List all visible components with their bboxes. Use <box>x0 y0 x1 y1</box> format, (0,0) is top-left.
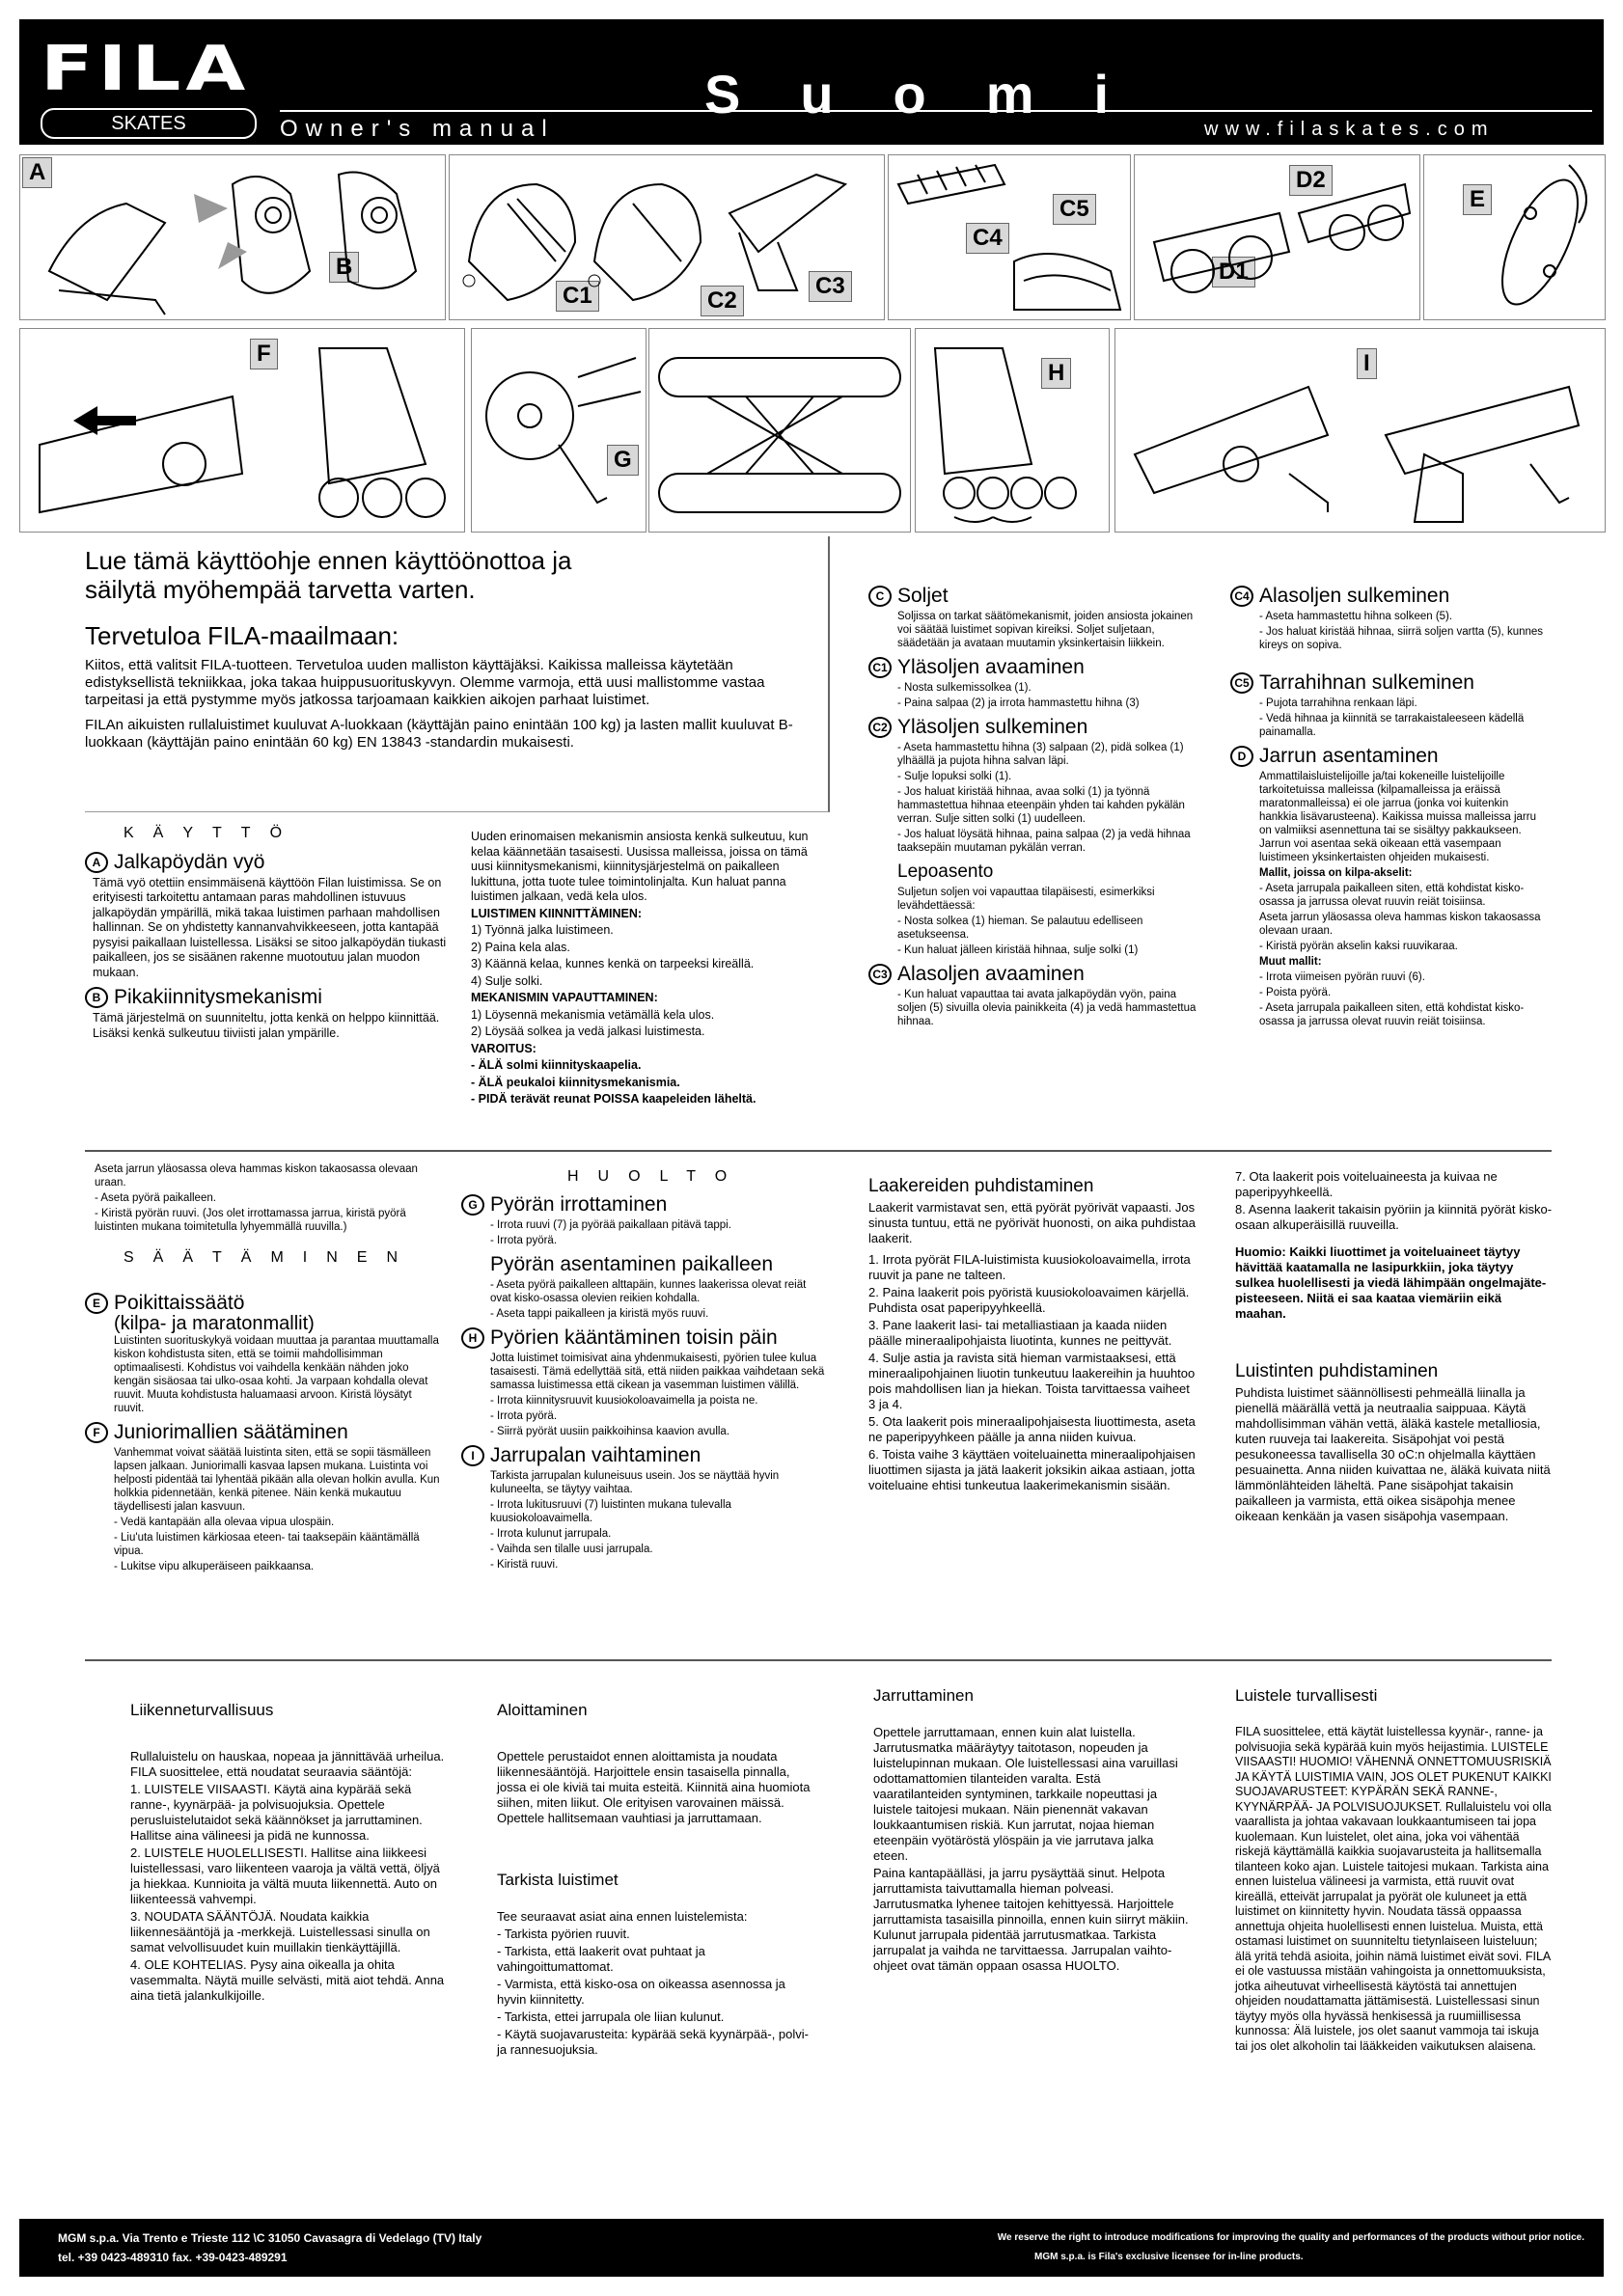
rest-position-title: Lepoasento <box>897 861 994 882</box>
section-f-title: Juniorimallien säätäminen <box>114 1421 348 1443</box>
warning-step: - ÄLÄ peukaloi kiinnitysmekanismia. <box>471 1075 680 1089</box>
junior-adjust-illustration <box>20 329 464 532</box>
section-e-heading <box>85 1292 442 1315</box>
section-a-heading <box>85 851 452 874</box>
adjustment-column <box>85 1162 442 1575</box>
race-step: - Kiristä pyörän akselin kaksi ruuvikaraa. <box>1259 941 1458 952</box>
skate-safely-title: Luistele turvallisesti <box>1235 1686 1378 1705</box>
figure-panel-a-b <box>19 154 446 320</box>
section-a-title: Jalkapöydän vyö <box>114 850 265 873</box>
logo-wordmark: FILA <box>41 34 251 105</box>
g-step: - Irrota pyörä. <box>490 1235 558 1246</box>
bearings-step: 4. Sulje astia ja ravista sitä hieman varmistaaksesi, että mineraalipohjainen liuotin tunkeutuu laakereihin ja huuhtoo pois mahdollisen lian ja hiekan. Toista tarvittaessa vaiheet 3 ja 4. <box>868 1351 1196 1411</box>
website-link[interactable]: www.filaskates.com <box>1204 119 1495 140</box>
skate-cleaning-title: Luistinten puhdistaminen <box>1235 1361 1439 1381</box>
badge-b: B <box>85 987 108 1008</box>
other-step: - Poista pyörä. <box>1259 987 1332 998</box>
fastening-title: LUISTIMEN KIINNITTÄMINEN: <box>471 906 643 920</box>
section-i-heading <box>461 1444 828 1467</box>
section-c5-title: Tarrahihnan sulkeminen <box>1259 671 1474 694</box>
mechanism-text: Uuden erinomaisen mekanismin ansiosta kenkä sulkeutuu, kun kelaa käännetään tasaisesti. Uusissa malleissa, joissa on tämä uusi kiinnitysmekanismi, kiinnitysjärjestelmä on paikalleen lukittuna, jotta tuote tulee toimintolinjalta. Kun haluat panna luistimen jalkaan, vedä kela ulos. <box>471 830 809 903</box>
h-step: - Irrota kiinnitysruuvit kuusiokoloavaimella ja poista ne. <box>490 1395 758 1407</box>
fastening-step: 3) Käännä kelaa, kunnes kenkä on tarpeeksi kireällä. <box>471 957 755 970</box>
check-skates-intro: Tee seuraavat asiat aina ennen luistelemista: <box>497 1909 748 1924</box>
figure-label-g: G <box>607 445 639 476</box>
section-h-heading <box>461 1326 828 1350</box>
c2-step: - Jos haluat löysätä hihnaa, paina salpaa (2) ja vedä hihnaa taaksepäin muutaman pykälän verran. <box>897 829 1191 854</box>
release-title: MEKANISMIN VAPAUTTAMINEN: <box>471 991 658 1004</box>
intro-paragraph-1: Kiitos, että valitsit FILA-tuotteen. Tervetuloa uuden malliston käyttäjäksi. Kaikissa malleissa käytetään edistyksellistä tekniikkaa, joka takaa huippusuorituskyvyn. Olemme varmoja, että uusi mallistomme vastaa tarpeitasi ja että pystymme myös jatkossa tarjoamaan kaikkien aikojen parhaat luistimet. <box>85 657 765 708</box>
brake-pad-replacement-illustration <box>1115 329 1605 532</box>
traffic-rule: 2. LUISTELE HUOLELLISESTI. Hallitse aina liikkeesi luistellessasi, varo liikenteen vaaroja ja vältä vettä, öljyä ja hiekkaa. Kunnioita ja vältä muuta liikennettä. Auto on liikenteessä vahvempi. <box>130 1845 440 1906</box>
bearings-step: 8. Asenna laakerit takaisin pyöriin ja kiinnitä pyörät kisko-osaan alkuperäisillä ruuveilla. <box>1235 1202 1553 1232</box>
lower-buckle-illustration <box>889 155 1130 319</box>
section-i-title: Jarrupalan vaihtaminen <box>490 1444 701 1466</box>
section-g-heading <box>461 1193 828 1216</box>
fastening-step: 2) Paina kela alas. <box>471 940 570 954</box>
badge-h: H <box>461 1327 484 1349</box>
figure-label-h: H <box>1041 358 1071 389</box>
maintenance-column <box>461 1162 828 1573</box>
section-b-text: Tämä järjestelmä on suunniteltu, jotta kenkä on helppo kiinnittää. Lisäksi kenkä sulkeutuu tiiviisti jalan ympärille. <box>93 1011 440 1040</box>
fastening-step: 1) Työnnä jalka luistimeen. <box>471 923 614 937</box>
badge-c3: C3 <box>868 964 892 985</box>
race-models-title: Mallit, joissa on kilpa-akselit: <box>1259 867 1413 879</box>
h-step: - Irrota pyörä. <box>490 1410 558 1422</box>
rest-step: - Kun haluat jälleen kiristää hihnaa, sulje solki (1) <box>897 944 1139 956</box>
skate-cleaning-text: Puhdista luistimet säännöllisesti pehmeällä liinalla ja pienellä määrällä vettä ja neutraalia saippuaa. Käytä mahdollisimman vähän vettä, äläkä kastele metalliosia, kuten ruuveja tai laakereita. Sisäpohjat voi pestä pesukoneessa tavallisella 30 oC:n ohjelmalla käyttäen pesuainetta. Anna niiden kuivattaa ne, äläkä kuivata niitä lämmönlähteiden läheltä. Pane sisäpohjat takaisin paikalleen ja varmista, että oikea sisäpohja menee oikeaan kenkään ja vasen sisäpohja vasempaan. <box>1235 1385 1551 1523</box>
section-c5-heading <box>1230 671 1549 695</box>
figure-panel-g <box>471 328 646 533</box>
other-models-title: Muut mallit: <box>1259 956 1322 968</box>
traffic-rule: 4. OLE KOHTELIAS. Pysy aina oikealla ja ohita vasemmalta. Näytä muille selvästi, mitä aiot tehdä. Anna aina tietä jalankulkijoille. <box>130 1957 445 2003</box>
section-c2-title: Yläsoljen sulkeminen <box>897 716 1088 738</box>
brake-step: Aseta jarrun yläosassa oleva hammas kiskon takaosassa olevaan uraan. <box>95 1163 418 1189</box>
section-d-title: Jarrun asentaminen <box>1259 745 1439 767</box>
wheel-install-title: Pyörän asentaminen paikalleen <box>490 1253 774 1275</box>
badge-e: E <box>85 1293 108 1314</box>
race-step: Aseta jarrun yläosassa oleva hammas kiskon takaosassa olevaan uraan. <box>1259 912 1541 937</box>
footer-bar <box>19 2219 1604 2277</box>
figure-label-d1: D1 <box>1212 257 1255 287</box>
c2-step: - Jos haluat kiristää hihnaa, avaa solki (1) ja työnnä hammastettua hihnaa eteenpäin yhden tai kahden pykälän verran. Sulje sitten solki (1) uudelleen. <box>897 786 1185 825</box>
section-e-text: Luistinten suorituskykyä voidaan muuttaa ja parantaa muuttamalla kiskon kohdistusta siten, että se toimii mahdollisimman optimaalisesti. Kohdistus voi vaihdella kenkään nähden joko kengän sisäosaa tai ulko-osaa kohti. Ja varpaan kohdalla olevat ruuvit. Muuta kohdistusta haluamaasi arvoon. Kiristä löysätyt ruuvit. <box>114 1335 439 1414</box>
i-step: - Vaihda sen tilalle uusi jarrupala. <box>490 1544 653 1555</box>
traffic-safety-title: Liikenneturvallisuus <box>130 1701 274 1719</box>
figure-label-b: B <box>329 252 359 283</box>
section-f-text: Vanhemmat voivat säätää luistinta siten, että se sopii täsmälleen lapsen jalkaan. Juniorimalli kasvaa lapsen mukana. Luistinta voi helposti pidentää tai lyhentää pikään alla olevan holkin avulla. Kun holkkia pidennetään, kenkä pitenee. Näin kenkä mukautuu täydellisesti jalan kasvuun. <box>114 1447 440 1513</box>
figure-label-d2: D2 <box>1289 165 1333 196</box>
install-step: - Aseta tappi paikalleen ja kiristä myös ruuvi. <box>490 1308 709 1320</box>
check-step: - Tarkista pyörien ruuvit. <box>497 1927 630 1941</box>
section-e-title: Poikittaissäätö <box>114 1292 245 1314</box>
skate-safely-column <box>1235 1679 1554 2056</box>
figure-panel-h <box>915 328 1110 533</box>
wheel-rotation-diagram <box>649 329 910 532</box>
c5-step: - Vedä hihnaa ja kiinnitä se tarrakaistaleeseen kädellä painamalla. <box>1259 713 1525 738</box>
figure-label-f: F <box>250 339 278 369</box>
bottom-divider <box>85 1659 1552 1661</box>
badge-f: F <box>85 1422 108 1443</box>
figure-label-c2: C2 <box>701 286 744 316</box>
section-b-title: Pikakiinnitysmekanismi <box>114 986 322 1008</box>
figure-label-c4: C4 <box>966 223 1009 254</box>
language-title: Suomi <box>704 64 1169 124</box>
section-c-text: Soljissa on tarkat säätömekanismit, joiden ansiosta jokainen voi säätää luistimet sopivan kireiksi. Soljet suljetaan, säädetään ja avataan muutamin yksinkertaisin liikkein. <box>897 611 1194 649</box>
bearings-step: 3. Pane laakerit lasi- tai metalliastiaan ja kaada niiden päälle mineraalipohjaista liuotinta, kunnes ne peittyvät. <box>868 1318 1172 1348</box>
section-c2-heading <box>868 716 1197 739</box>
c2-step: - Sulje lopuksi solki (1). <box>897 771 1012 782</box>
c1-step: - Nosta sulkemissolkea (1). <box>897 682 1032 694</box>
getting-started-column <box>497 1693 815 2060</box>
c4-step: - Jos haluat kiristää hihnaa, siirrä soljen vartta (5), kunnes kireys on sopiva. <box>1259 626 1544 651</box>
braking-text-2: Paina kantapäälläsi, ja jarru pysäyttää sinut. Helpota jarruttamista taivuttamalla hieman polveasi. Jarrutusmatka lyhenee taitojen kehittyessä. Harjoittele jarruttamista tasaisilla pinnoilla, ennen kuin siirryt mäkiin. Kulunut jarrupala pidentää jarrutusmatkaa. Tarkista jarrupalat ja vaihda ne tarvittaessa. Jarrupalan vaihto-ohjeet ovat tämän oppaan osassa HUOLTO. <box>873 1866 1189 1973</box>
i-step: - Irrota lukitusruuvi (7) luistinten mukana tulevalla kuusiokoloavaimella. <box>490 1499 731 1524</box>
getting-started-text: Opettele perustaidot ennen aloittamista ja noudata liikennesääntöjä. Harjoittele ensin tasaisella pinnalla, jossa ei ole kiviä tai muita esteitä. Kiinnitä aina huomiota siihen, miten liikut. Ole erityisen varovainen mäissä. Opettele hallitsemaan vauhtiasi ja jarruttamaan. <box>497 1749 811 1825</box>
section-h-text: Jotta luistimet toimisivat aina yhdenmukaisesti, pyörien tulee kulua tasaisesti. Tämä edellyttää sitä, että niiden paikkaa vaihdetaan sekä samassa luistimessa että cikean ja vasemman luistimen välillä. <box>490 1353 825 1391</box>
section-d-text: Ammattilaisluistelijoille ja/tai kokeneille luistelijoille tarkoitetuissa malleissa (kilpamalleissa ja eräissä maratonmalleissa) ei ole jarrua (jonka voi kuitenkin hankkia lisävarusteena). Kaikissa muissa malleissa jarru on valmiiksi asennettuna tai se sisältyy pakkaukseen. Jarrun voi asentaa sekä oikeaan että vasempaan luistimeen yksinkertaisten ohjeiden mukaisesti. <box>1259 771 1536 863</box>
bearings-step: 1. Irrota pyörät FILA-luistimista kuusiokoloavaimella, irrota ruuvit ja pane ne talteen. <box>868 1252 1191 1282</box>
section-d-heading <box>1230 745 1549 768</box>
buckles-column <box>868 579 1197 1030</box>
figure-label-i: I <box>1357 348 1377 379</box>
traffic-rule: 1. LUISTELE VIISAASTI. Käytä aina kypärää sekä ranne-, kyynärpää- ja polvisuojuksia. Opettele perusluistelutaidot sekä käännökset ja jarruttaminen. Hallitse aina välineesi ja pidä ne kunnossa. <box>130 1782 423 1843</box>
warning-step: - ÄLÄ solmi kiinnityskaapelia. <box>471 1058 642 1072</box>
g-step: - Irrota ruuvi (7) ja pyörää paikallaan pitävä tappi. <box>490 1219 731 1231</box>
traffic-rule: 3. NOUDATA SÄÄNTÖJÄ. Noudata kaikkia liikennesääntöjä ja -merkkejä. Luistellessasi sinulla on samat velvollisuudet kuin muillakin tienkäyttäjillä. <box>130 1909 430 1954</box>
buckle-illustration <box>450 155 884 319</box>
section-c1-title: Yläsoljen avaaminen <box>897 656 1085 678</box>
bearings-step: 7. Ota laakerit pois voiteluaineesta ja kuivaa ne paperipyyhkeellä. <box>1235 1169 1498 1199</box>
brake-step: - Kiristä pyörän ruuvi. (Jos olet irrottamassa jarrua, kiristä pyörä luistinten mukana toimitetulla lyhyemmällä ruuvilla.) <box>95 1208 406 1233</box>
mechanism-column <box>471 830 818 1109</box>
section-i-text: Tarkista jarrupalan kuluneisuus usein. Jos se näyttää hyvin kuluneelta, se täytyy vaihtaa. <box>490 1470 780 1495</box>
badge-c2: C2 <box>868 717 892 738</box>
traffic-safety-column <box>130 1693 449 2006</box>
brake-step: - Aseta pyörä paikalleen. <box>95 1192 216 1204</box>
section-e-subtitle: (kilpa- ja maratonmallit) <box>114 1313 315 1334</box>
header-bar <box>19 19 1604 145</box>
section-c1-heading <box>868 656 1197 679</box>
braking-title: Jarruttaminen <box>873 1686 974 1705</box>
braking-text: Opettele jarruttamaan, ennen kuin alat luistella. Jarrutusmatka määräytyy taitotason, nopeuden ja luistelupinnan mukaan. Ole luistellessasi aina varuillasi odottamattomien tilanteiden varalta. Estä vaaratilanteiden syntyminen, tarkkaile nopeuttasi ja luistele taitojesi mukaan. Näin pienennät vakavan loukkaantumisen riskiä. Kun jarrutat, nojaa hieman eteenpäin vyötäröstä ylöspäin ja vie jarrutava jalka eteen. <box>873 1725 1178 1863</box>
skate-rotation-illustration <box>916 329 1109 532</box>
company-address: MGM s.p.a. Via Trento e Trieste 112 \C 31050 Cavasagra di Vedelago (TV) Italy <box>58 2231 482 2245</box>
section-c-title: Soljet <box>897 585 949 607</box>
section-f-heading <box>85 1421 442 1444</box>
check-step: - Tarkista, ettei jarrupala ole liian kulunut. <box>497 2009 725 2024</box>
braking-column <box>873 1679 1192 1976</box>
install-step: - Aseta pyörä paikalleen alttapäin, kunnes laakerissa olevat reiät ovat kisko-osassa olevien reikien kohdalla. <box>490 1279 807 1304</box>
i-step: - Irrota kulunut jarrupala. <box>490 1528 612 1540</box>
section-title-saataminen: SÄÄTÄMINEN <box>124 1249 418 1266</box>
fila-logo <box>41 35 253 104</box>
figure-panel-e <box>1423 154 1606 320</box>
disposal-note: Huomio: Kaikki liuottimet ja voiteluaineet täytyy hävittää kaatamalla ne lasipurkkiin, joka täytyy sulkea huolellisesti ja viedä lähimpään ongelmajätepisteeseen. Niitä ei saa kaataa viemäriin eikä maahan. <box>1235 1244 1547 1321</box>
c4-step: - Aseta hammastettu hihna solkeen (5). <box>1259 611 1453 622</box>
section-divider <box>85 1150 1552 1152</box>
disclaimer-1: We reserve the right to introduce modifications for improving the quality and performances of the products without prior notice. <box>997 2232 1584 2243</box>
badge-c5: C5 <box>1230 672 1253 694</box>
warning-title: VAROITUS: <box>471 1041 536 1055</box>
section-h-title: Pyörien kääntäminen toisin päin <box>490 1326 778 1349</box>
intro-section <box>85 536 830 812</box>
manual-label: Owner's manual <box>280 116 555 142</box>
bearings-step: 2. Paina laakerit pois pyöristä kuusiokoloavaimen kärjellä. Puhdista osat paperipyyhkeellä. <box>868 1285 1190 1315</box>
company-phone: tel. +39 0423-489310 fax. +39-0423-489291 <box>58 2251 288 2264</box>
frame-alignment-illustration <box>1424 155 1605 319</box>
fastening-step: 4) Sulje solki. <box>471 973 543 988</box>
kaytto-column <box>85 818 452 1043</box>
section-c4-heading <box>1230 585 1549 608</box>
i-step: - Kiristä ruuvi. <box>490 1559 559 1571</box>
release-step: 2) Löysää solkea ja vedä jalkasi luistimesta. <box>471 1025 705 1038</box>
figure-panel-c1-c3 <box>449 154 885 320</box>
welcome-heading: Tervetuloa FILA-maailmaan: <box>85 621 399 650</box>
badge-i: I <box>461 1445 484 1466</box>
intro-headline: Lue tämä käyttöohje ennen käyttöönottoa ja säilytä myöhempää tarvetta varten. <box>85 546 572 604</box>
traffic-safety-intro: Rullaluistelu on hauskaa, nopeaa ja jännittävää urheilua. FILA suosittelee, että noudatat seuraavia sääntöjä: <box>130 1749 445 1779</box>
brake-column <box>1230 579 1549 1030</box>
figure-label-c1: C1 <box>556 281 599 312</box>
c2-step: - Aseta hammastettu hihna (3) salpaan (2), pidä solkea (1) ylhäällä ja pujota hihna salvan läpi. <box>897 742 1184 767</box>
section-c3-heading <box>868 963 1197 986</box>
figure-label-c3: C3 <box>809 271 852 302</box>
warning-step: - PIDÄ terävät reunat POISSA kaapeleiden läheltä. <box>471 1092 756 1106</box>
check-step: - Varmista, että kisko-osa on oikeassa asennossa ja hyvin kiinnitetty. <box>497 1977 785 2007</box>
section-c4-title: Alasoljen sulkeminen <box>1259 585 1450 607</box>
skates-badge: SKATES <box>41 108 257 139</box>
disclaimer-2: MGM s.p.a. is Fila's exclusive licensee for in-line products. <box>1034 2252 1304 2262</box>
badge-c1: C1 <box>868 657 892 678</box>
figure-panel-i <box>1114 328 1606 533</box>
figure-label-e: E <box>1463 184 1492 215</box>
c1-step: - Paina salpaa (2) ja irrota hammastettu hihna (3) <box>897 697 1140 709</box>
badge-d: D <box>1230 746 1253 767</box>
figure-panel-f <box>19 328 465 533</box>
rest-position-text: Suljetun soljen voi vapauttaa tilapäisesti, esimerkiksi levähdettäessä: <box>897 887 1155 912</box>
check-step: - Tarkista, että laakerit ovat puhtaat ja vahingoittumattomat. <box>497 1944 705 1974</box>
skate-safely-text: FILA suosittelee, että käytät luistellessa kyynär-, ranne- ja polvisuojia sekä kypärää kuin myös heijastimia. LUISTELE VIISAASTI! HUOMIO! VÄHENNÄ ONNETTOMUUSRISKIÄ JA KÄYTÄ LUISTIMIA VAIN, JOS OLET PUKENUT KAIKKI SUOJAVARUSTEET: KYPÄRÄN SEKÄ RANNE-, KYYNÄRPÄÄ- JA POLVISUOJUKSET. Rullaluistelu voi olla vaarallista ja johtaa vakavaan loukkaantumiseen tai jopa kuolemaan. Kun luistelet, olet aina, joka voi vähentää riskejä käyttämällä kaikkia suojavarusteita ja hallitsemalla tilanteen koko ajan. Luistele taitojesi mukaan. Tarkista aina ennen luistelua välineesi ja varmista, että ruuvit ovat kireällä, etteivät jarrupalat ja pyörät ole kuluneet ja että luistimet on kiinnitetty hyvin. Noudata tässä oppaassa annettuja ohjeita huolellisesti ennen luistelua. Muista, että ostamasi luistimet on suunniteltu tietynlaiseen luisteluun; älä yritä tehdä asioita, joihin nämä luistimet eivät sovi. FILA ei ole vastuussa mistään vahingoista ja onnettomuuksista, jotka aiheutuvat virheellisestä käytöstä tai annettujen ohjeiden noudattamatta jättämisestä. Luistellessasi sinun täytyy myös olla hyvässä henkisessä ja ruumiillisessa kunnossa: Älä luistele, jos olet saanut vammoja tai iskuja tai jos olet alkoholin tai lääkkeiden vaikutuksen alaisena. <box>1235 1725 1552 2053</box>
section-c3-title: Alasoljen avaaminen <box>897 963 1085 985</box>
bearings-step: 5. Ota laakerit pois mineraalipohjaisesta liuottimesta, aseta ne paperipyyhkeen päälle ja anna niiden kuivua. <box>868 1414 1196 1444</box>
wheel-removal-illustration <box>472 329 646 532</box>
check-skates-title: Tarkista luistimet <box>497 1871 619 1889</box>
check-step: - Käytä suojavarusteita: kypärää sekä kyynärpää-, polvi- ja rannesuojuksia. <box>497 2027 809 2057</box>
other-step: - Irrota viimeisen pyörän ruuvi (6). <box>1259 971 1425 983</box>
figure-panel-d1-d2 <box>1134 154 1420 320</box>
h-step: - Siirrä pyörät uusiin paikkoihinsa kaavion avulla. <box>490 1426 730 1437</box>
figure-panel-c4-c5 <box>888 154 1131 320</box>
badge-c: C <box>868 586 892 607</box>
badge-c4: C4 <box>1230 586 1253 607</box>
section-a-text: Tämä vyö otettiin ensimmäisenä käyttöön Filan luistimissa. Se on erityisesti tarkoitettu antamaan paras mahdollinen istuvuus jalkapöydän ympärillä, mikä takaa luistimen parhaan mahdollisen hallinnan. Se on yhdistetty kannanvahvikkeeseen, jotta kantapää pysyisi paikallaan luistellessa. Lisäksi se sitoo jalkapöydän tiukasti paikalleen, jos se sisäänen rakenne muotoutuu jalan muodon mukaan. <box>93 875 447 979</box>
figure-label-c5: C5 <box>1053 194 1096 225</box>
f-step: - Vedä kantapään alla olevaa vipua ulospäin. <box>114 1517 335 1528</box>
c3-step: - Kun haluat vapauttaa tai avata jalkapöydän vyön, paina soljen (5) sivuilla olevia painikkeita (4) ja vedä hammastettua hihnaa. <box>897 989 1197 1027</box>
rest-step: - Nosta solkea (1) hieman. Se palautuu edelliseen asetukseensa. <box>897 916 1143 941</box>
section-b-heading <box>85 986 452 1009</box>
bearings-intro: Laakerit varmistavat sen, että pyörät pyörivät vapaasti. Jos sinusta tuntuu, että ne pyörivät huonosti, on aika puhdistaa laakerit. <box>868 1200 1196 1245</box>
badge-a: A <box>85 852 108 873</box>
figure-label-a: A <box>22 157 52 188</box>
other-step: - Aseta jarrupala paikalleen siten, että kohdistat kisko-osassa ja jarrussa olevat ruuvin reiät toisiinsa. <box>1259 1002 1525 1027</box>
badge-g: G <box>461 1194 484 1216</box>
section-g-title: Pyörän irrottaminen <box>490 1193 668 1216</box>
brake-install-illustration <box>1135 155 1419 319</box>
c5-step: - Pujota tarrahihna renkaan läpi. <box>1259 697 1417 709</box>
skate-strap-illustration <box>20 155 445 319</box>
bearings-column-2 <box>1235 1169 1554 1526</box>
figure-panel-rotation <box>648 328 911 533</box>
f-step: - Liu'uta luistimen kärkiosaa eteen- tai taaksepäin kääntämällä vipua. <box>114 1532 420 1557</box>
bearings-title: Laakereiden puhdistaminen <box>868 1176 1094 1196</box>
getting-started-title: Aloittaminen <box>497 1701 588 1719</box>
intro-paragraph-2: FILAn aikuisten rullaluistimet kuuluvat A-luokkaan (käyttäjän paino enintään 100 kg) ja lasten mallit kuuluvat B-luokkaan (käyttäjän paino enintään 60 kg) EN 13843 -standardin mukaisesti. <box>85 717 793 751</box>
race-step: - Aseta jarrupala paikalleen siten, että kohdistat kisko-osassa ja jarrussa olevat ruuvin reiät toisiinsa. <box>1259 883 1525 908</box>
f-step: - Lukitse vipu alkuperäiseen paikkaansa. <box>114 1561 315 1572</box>
section-title-kaytto: KÄYTTÖ <box>124 825 302 841</box>
section-c-heading <box>868 585 1197 608</box>
bearings-column <box>868 1169 1197 1495</box>
release-step: 1) Löysennä mekanismia vetämällä kela ulos. <box>471 1007 715 1022</box>
section-title-huolto: HUOLTO <box>567 1168 747 1185</box>
bearings-step: 6. Toista vaihe 3 käyttäen voiteluainetta mineraalipohjaisen liuottimen sijasta ja jätä laakerit joksikin aikaa astiaan, jotta voiteluaine ehtisi tunkeutua laakerimekanismin sisään. <box>868 1447 1196 1492</box>
